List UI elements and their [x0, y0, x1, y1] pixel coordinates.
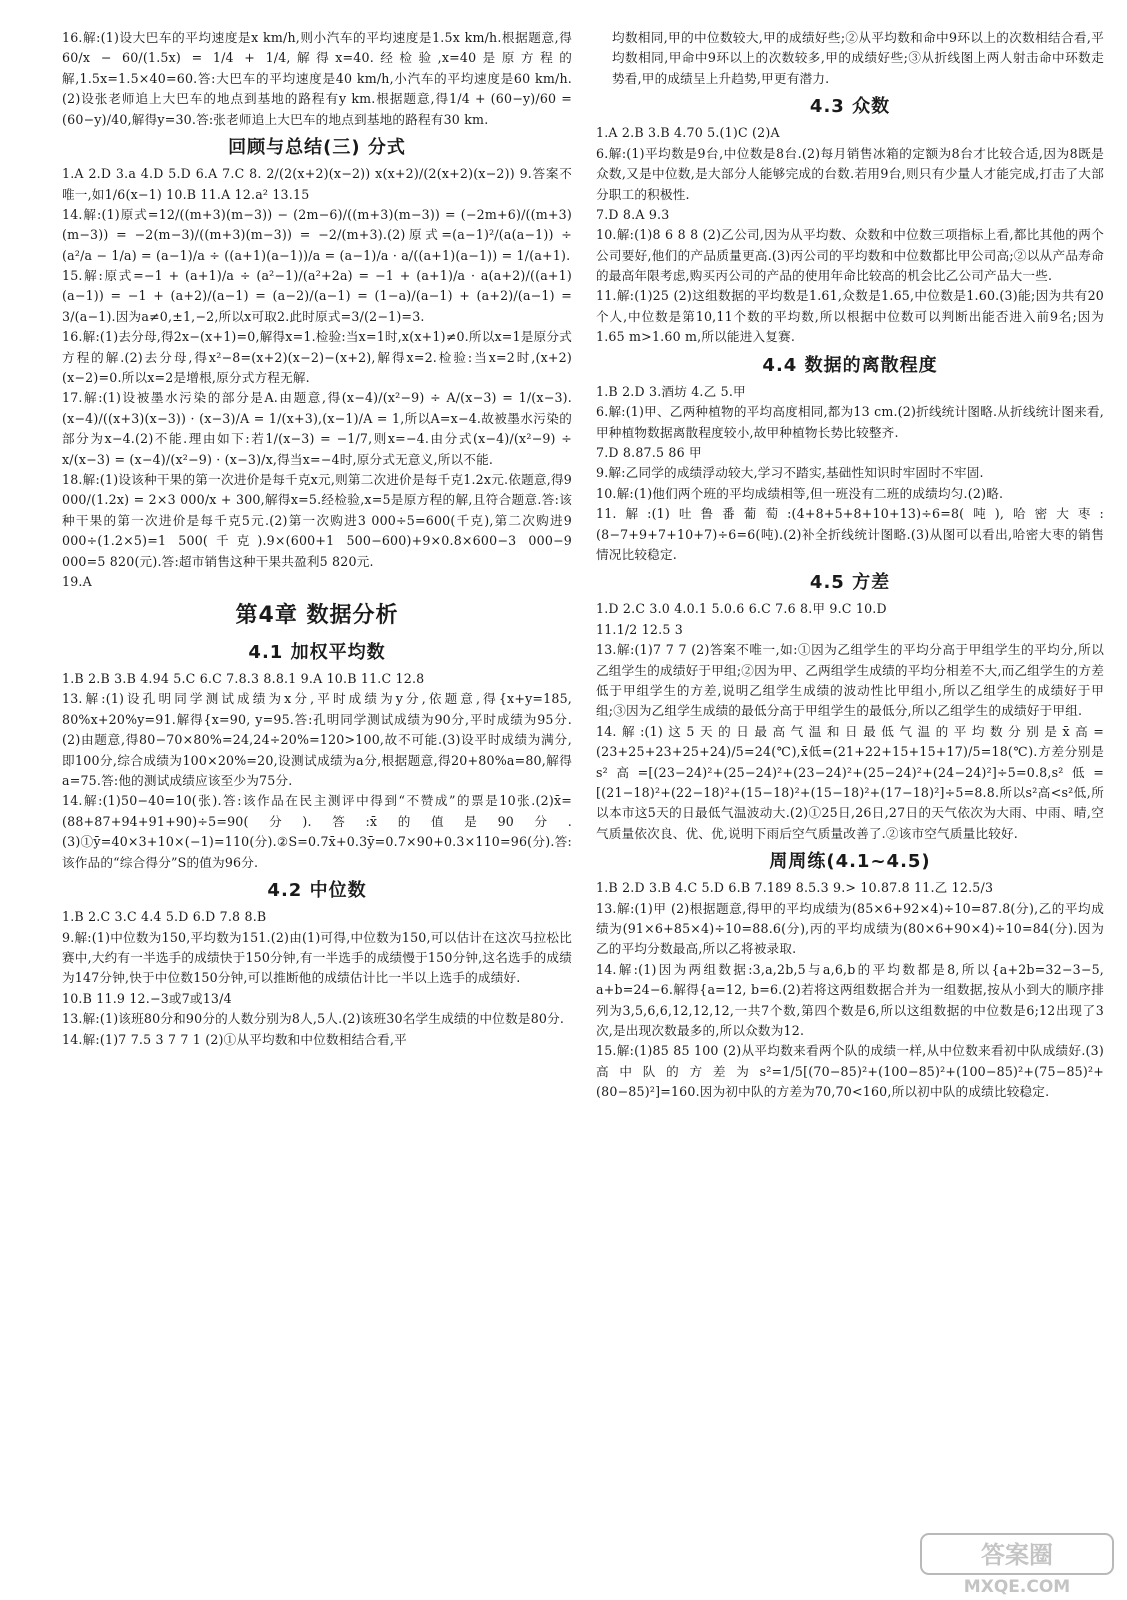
watermark-url: MXQE.COM: [963, 1577, 1071, 1596]
answer-paragraph: 9.解:乙同学的成绩浮动较大,学习不踏实,基础性知识时牢固时不牢固.: [596, 465, 984, 481]
answer-paragraph: 6.解:(1)平均数是9台,中位数是8台.(2)每月销售冰箱的定额为8台才比较合适,因为8既是众数,又是中位数,是大部分人能够完成的台数.若用9台,则只有少量人才能完成,打击了大部分职工的积极性.: [596, 145, 1104, 202]
section-heading: 4.4 数据的离散程度: [762, 354, 938, 376]
section-heading: 4.1 加权平均数: [248, 641, 386, 663]
watermark-logo: [917, 1530, 1117, 1596]
section-heading: 4.3 众数: [809, 96, 891, 118]
answer-paragraph: 14.解:(1)这5天的日最高气温和日最低气温的平均数分别是x̄高=(23+25+23+25+24)/5=24(℃),x̄低=(21+22+15+15+17)/5=18(℃).方差分别是s²高=[(23−24)²+(25−24)²+(23−24)²+(25−24)²+(24−24)²]÷5=0.8,s²低=[(21−18)²+(22−18)²+(15−18)²+(15−18)²+(17−18)²]÷5=8.8.所以s²高<s²低,所以本市这5天的日最低气温波动大.(2)①25日,26日,27日的天气依次为大雨、中雨、晴,空气质量依次良、优、优,说明下雨后空气质量改善了.②该市空气质量比较好.: [596, 723, 1104, 841]
answer-paragraph: 1.A 2.B 3.B 4.70 5.(1)C (2)A: [596, 125, 780, 141]
answer-paragraph: 15.解:(1)85 85 100 (2)从平均数来看两个队的成绩一样,从中位数来看初中队成绩好.(3)高中队的方差为s²=1/5[(70−85)²+(100−85)²+(100−85)²+(75−85)²+(80−85)²]=160.因为初中队的方差为70,70<160,所以初中队的成绩比较稳定.: [596, 1043, 1104, 1100]
answer-paragraph: 10.解:(1)8 6 8 8 (2)乙公司,因为从平均数、众数和中位数三项指标上看,都比其他的两个公司要好,他们的产品质量更高.(3)丙公司的平均数和中位数都比甲公司高;②以从产品寿命的最高年限考虑,购买丙公司的产品的使用年命比较高的机会比乙公司产品大一些.: [596, 227, 1104, 284]
answer-paragraph: 6.解:(1)甲、乙两种植物的平均高度相同,都为13 cm.(2)折线统计图略.从折线统计图来看,甲种植物数据离散程度较小,故甲种植物长势比较整齐.: [596, 404, 1104, 440]
answer-paragraph: 11.解:(1)吐鲁番葡萄:(4+8+5+8+10+13)÷6=8(吨),哈密大枣:(8−7+9+7+10+7)÷6=6(吨).(2)补全折线统计图略.(3)从图可以看出,哈密大枣的销售情况比较稳定.: [596, 506, 1104, 562]
section-heading: 周周练(4.1~4.5): [769, 851, 931, 873]
section-heading: 4.2 中位数: [267, 880, 367, 901]
answer-paragraph: 11.1/2 12.5 3: [596, 621, 683, 637]
answer-paragraph: 1.B 2.D 3.B 4.C 5.D 6.B 7.189 8.5.3 9.> 10.87.8 11.乙 12.5/3: [596, 880, 994, 896]
answer-paragraph: 14.解:(1)7 7.5 3 7 7 1 (2)①从平均数和中位数相结合看,平: [62, 1031, 407, 1047]
answer-paragraph: 16.解:(1)去分母,得2x−(x+1)=0,解得x=1.检验:当x=1时,x(x+1)≠0.所以x=1是原分式方程的解.(2)去分母,得x²−8=(x+2)(x−2)−(x+2),解得x=2.检验:当x=2时,(x+2)(x−2)=0.所以x=2是增根,原分式方程无解.: [62, 329, 572, 386]
answer-paragraph: 11.解:(1)25 (2)这组数据的平均数是1.61,众数是1.65,中位数是1.60.(3)能;因为共有20个人,中位数是第10,11个数的平均数,所以根据中位数可以判断出能否进入前9名;因为1.65 m>1.60 m,所以能进入复赛.: [596, 288, 1104, 345]
answer-paragraph: 1.B 2.D 3.酒坊 4.乙 5.甲: [596, 383, 746, 399]
answer-paragraph: 7.D 8.87.5 86 甲: [596, 444, 702, 460]
answer-paragraph: 13.解:(1)7 7 7 (2)答案不唯一,如:①因为乙组学生的平均分高于甲组学生的平均分,所以乙组学生的成绩好于甲组;②因为甲、乙两组学生成绩的平均分相差不大,而乙组学生的方差低于甲组学生的方差,说明乙组学生成绩的波动性比甲组小,所以乙组学生的成绩好于甲组;③因为乙组学生成绩的最低分高于甲组学生的最低分,所以乙组学生的成绩好于甲组.: [596, 642, 1104, 719]
watermark-text: 答案圈: [981, 1541, 1053, 1569]
answer-paragraph: 10.B 11.9 12.−3或7或13/4: [62, 990, 232, 1006]
answer-paragraph: 9.解:(1)中位数为150,平均数为151.(2)由(1)可得,中位数为150,可以估计在这次马拉松比赛中,大约有一半选手的成绩快于150分钟,有一半选手的成绩慢于150分钟,这名选手的成绩为147分钟,快于中位数150分钟,可以推断他的成绩估计比一半以上选手的成绩好.: [62, 929, 572, 986]
answer-paragraph: 14.解:(1)50−40=10(张).答:该作品在民主测评中得到“不赞成”的票是10张.(2)x̄=(88+87+94+91+90)÷5=90(分).答:x̄的值是90分.(3)①ȳ=40×3+10×(−1)=110(分).②S=0.7x̄+0.3ȳ=0.7×90+0.3×110=96(分).答:该作品的“综合得分”S的值为96分.: [62, 793, 572, 870]
answer-paragraph: 7.D 8.A 9.3: [596, 206, 670, 222]
answer-paragraph: 1.B 2.B 3.B 4.94 5.C 6.C 7.8.3 8.8.1 9.A 10.B 11.C 12.8: [62, 671, 425, 687]
answer-paragraph: 14.解:(1)原式=12/((m+3)(m−3)) − (2m−6)/((m+3)(m−3)) = (−2m+6)/((m+3)(m−3)) = −2(m−3)/((m+3)(m−3)) = −2/(m+3).(2)原式=(a−1)²/(a(a−1)) ÷ (a²/a − 1/a) = (a−1)/a ÷ ((a+1)(a−1))/a = (a−1)/a · a/((a+1)(a−1)) = 1/(a+1).: [62, 206, 572, 263]
answer-paragraph: 16.解:(1)设大巴车的平均速度是x km/h,则小汽车的平均速度是1.5x km/h.根据题意,得60/x − 60/(1.5x) = 1/4 + 1/4,解得x=40.经检验,x=40是原方程的解,1.5x=1.5×40=60.答:大巴车的平均速度是40 km/h,小汽车的平均速度是60 km/h.(2)设张老师追上大巴车的地点到基地的路程有y km.根据题意,得1/4 + (60−y)/60 = (60−y)/40,解得y=30.答:张老师追上大巴车的地点到基地的路程有30 km.: [62, 30, 572, 127]
answer-paragraph: 15.解:原式=−1 + (a+1)/a ÷ (a²−1)/(a²+2a) = −1 + (a+1)/a · a(a+2)/((a+1)(a−1)) = −1 + (a+2)/(a−1) = (a−2)/(a−1) = (1−a)/(a−1) + (a+2)/(a−1) = 3/(a−1).因为a≠0,±1,−2,所以x可取2.此时原式=3/(2−1)=3.: [62, 268, 572, 324]
answer-paragraph: 19.A: [62, 573, 92, 589]
answer-paragraph: 13.解:(1)甲 (2)根据题意,得甲的平均成绩为(85×6+92×4)÷10=87.8(分),乙的平均成绩为(91×6+85×4)÷10=88.6(分),丙的平均成绩为(80×6+90×4)÷10=84(分).因为乙的平均分数最高,所以乙将被录取.: [596, 900, 1104, 957]
answer-paragraph: 14.解:(1)因为两组数据:3,a,2b,5与a,6,b的平均数都是8,所以{a+2b=32−3−5, a+b=24−6.解得{a=12, b=6.(2)若将这两组数据合并为一组数据,按从小到大的顺序排列为3,5,6,6,12,12,12,一共7个数,第四个数是6,所以这组数据的中位数是6;12出现了3次,是出现次数最多的,所以众数为12.: [596, 961, 1104, 1039]
answer-paragraph: 均数相同,甲的中位数较大,甲的成绩好些;②从平均数和命中9环以上的次数相结合看,平均数相同,甲命中9环以上的次数较多,甲的成绩好些;③从折线图上两人射击命中环数走势看,甲的成绩呈上升趋势,甲更有潜力.: [612, 30, 1104, 86]
answer-paragraph: 1.A 2.D 3.a 4.D 5.D 6.A 7.C 8. 2/(2(x+2)(x−2)) x(x+2)/(2(x+2)(x−2)) 9.答案不唯一,如1/6(x−1) 10.B 11.A 12.a² 13.15: [62, 166, 572, 202]
answer-paragraph: 17.解:(1)设被墨水污染的部分是A.由题意,得(x−4)/(x²−9) ÷ A/(x−3) = 1/(x−3).(x−4)/((x+3)(x−3)) · (x−3)/A = 1/(x+3),(x−1)/A = 1,所以A=x−4.故被墨水污染的部分为x−4.(2)不能.理由如下:若1/(x−3) = −1/7,则x=−4.由分式(x−4)/(x²−9) ÷ x/(x−3) = (x−4)/(x²−9) · (x−3)/x,得当x=−4时,原分式无意义,所以不能.: [62, 390, 572, 467]
section-heading: 4.5 方差: [809, 572, 891, 594]
left-column: [62, 28, 572, 1050]
answer-paragraph: 13.解:(1)设孔明同学测试成绩为x分,平时成绩为y分,依题意,得{x+y=185, 80%x+20%y=91.解得{x=90, y=95.答:孔明同学测试成绩为90分,平时成绩为95分.(2)由题意,得80−70×80%=24,24÷20%=120>100,故不可能.(3)设平时成绩为满分,即100分,综合成绩为100×20%=20,设测试成绩为a分,根据题意,得20+80%a=80,解得a=75.答:他的测试成绩应该至少为75分.: [62, 691, 572, 789]
answer-paragraph: 1.B 2.C 3.C 4.4 5.D 6.D 7.8 8.B: [62, 909, 267, 925]
answer-paragraph: 18.解:(1)设该种干果的第一次进价是每千克x元,则第二次进价是每千克1.2x元.依题意,得9 000/(1.2x) = 2×3 000/x + 300,解得x=5.经检验,x=5是原方程的解,且符合题意.答:该种干果的第一次进价是每千克5元.(2)第一次购进3 000÷5=600(千克),第二次购进9 000÷(1.2×5)=1 500(千克).9×(600+1 500−600)+9×0.8×600−3 000−9 000=5 820(元).答:超市销售这种干果共盈利5 820元.: [62, 471, 572, 569]
answer-paragraph: 1.D 2.C 3.0 4.0.1 5.0.6 6.C 7.6 8.甲 9.C 10.D: [596, 601, 887, 617]
answer-paragraph: 10.解:(1)他们两个班的平均成绩相等,但一班没有二班的成绩均匀.(2)略.: [596, 485, 1004, 501]
right-column: [596, 28, 1104, 1103]
section-heading: 回顾与总结(三) 分式: [228, 136, 406, 158]
section-heading: 第4章 数据分析: [235, 603, 399, 629]
answer-paragraph: 13.解:(1)该班80分和90分的人数分别为8人,5人.(2)该班30名学生成绩的中位数是80分.: [62, 1011, 565, 1027]
